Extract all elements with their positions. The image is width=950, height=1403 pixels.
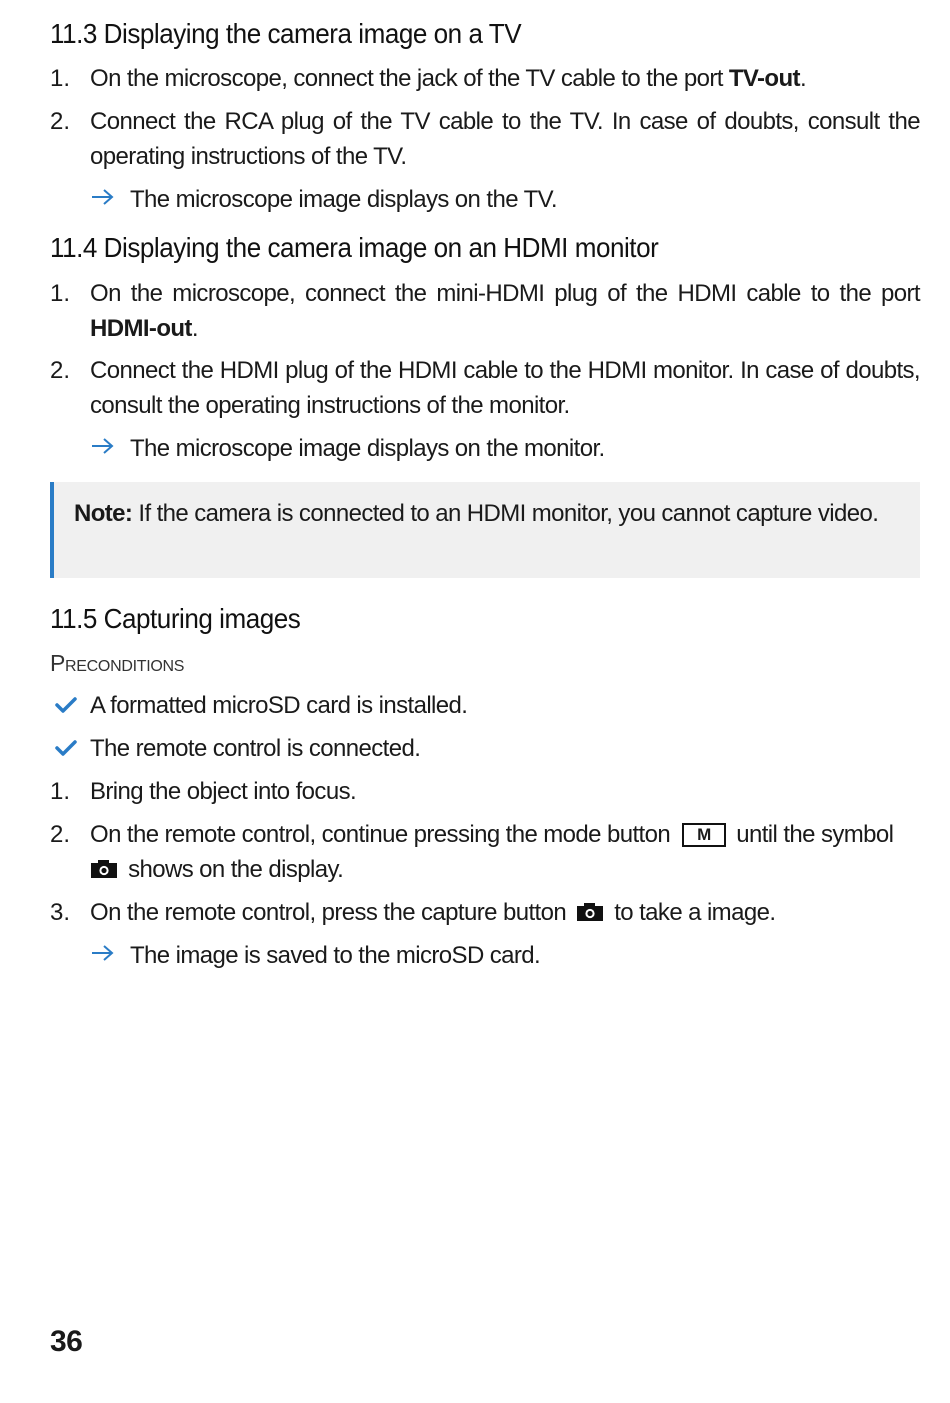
port-name: TV-out (728, 65, 800, 92)
step-number: 2. (50, 821, 71, 848)
result-text: The image is saved to the microSD card. (130, 942, 541, 969)
step-text (90, 276, 920, 346)
camera-icon (576, 902, 604, 922)
step-text-part: On the remote control, continue pressing the mode button (90, 821, 677, 848)
step-text-part: . (799, 65, 807, 92)
arrow-right-icon (90, 182, 130, 217)
step-text-part: . (191, 315, 198, 342)
step-result (90, 431, 605, 466)
step-number: 1. (50, 65, 71, 92)
step-text-part: On the remote control, press the capture button (90, 899, 573, 926)
step-number: 2. (50, 108, 71, 135)
step-number: 3. (50, 899, 71, 926)
note-text: If the camera is connected to an HDMI monitor, you cannot capture video. (132, 500, 879, 527)
camera-icon (90, 859, 118, 879)
step-text: Connect the HDMI plug of the HDMI cable to the HDMI monitor. In case of doubts, consult the operating instructions of the monitor. (90, 357, 920, 419)
precondition-text: The remote control is connected. (90, 735, 421, 762)
step-number: 1. (50, 778, 71, 805)
step-text-part: On the microscope, connect the jack of the TV cable to the port (90, 65, 729, 92)
mode-button-icon: M (682, 823, 726, 847)
step-result (90, 182, 557, 217)
step-text-part: until the symbol (730, 821, 894, 848)
note-box (50, 482, 920, 578)
arrow-right-icon (90, 431, 130, 466)
precondition-text: A formatted microSD card is installed. (90, 692, 468, 719)
section-11-4 (50, 232, 920, 264)
page-number: 36 (50, 1325, 83, 1358)
note-label: Note: (74, 500, 133, 527)
preconditions-label (50, 650, 184, 677)
result-text: The microscope image displays on the monitor. (130, 435, 605, 462)
arrow-right-icon (90, 938, 130, 973)
step-text-part: shows on the display. (122, 856, 344, 883)
step-text: Bring the object into focus. (90, 778, 357, 805)
step-result (90, 938, 540, 973)
section-11-5 (50, 603, 920, 635)
section-heading: 11.3 Displaying the camera image on a TV (50, 18, 522, 49)
step-text-part: On the microscope, connect the mini-HDMI plug of the HDMI cable to the port (90, 280, 920, 307)
checkmark-icon (54, 735, 78, 759)
section-heading: 11.5 Capturing images (50, 603, 301, 634)
checkmark-icon (54, 692, 78, 716)
step-text (90, 895, 920, 930)
port-name: HDMI-out (90, 315, 192, 342)
step-text-part: to take a image. (608, 899, 776, 926)
step-text (90, 817, 920, 887)
preconditions-label-text: Preconditions (50, 650, 185, 676)
result-text: The microscope image displays on the TV. (130, 186, 557, 213)
step-text: Connect the RCA plug of the TV cable to the TV. In case of doubts, consult the operating instructions of the TV. (90, 108, 920, 170)
section-heading: 11.4 Displaying the camera image on an HDMI monitor (50, 232, 659, 263)
step-number: 1. (50, 280, 71, 307)
step-text (90, 61, 920, 96)
section-11-3 (50, 18, 920, 50)
step-number: 2. (50, 357, 71, 384)
